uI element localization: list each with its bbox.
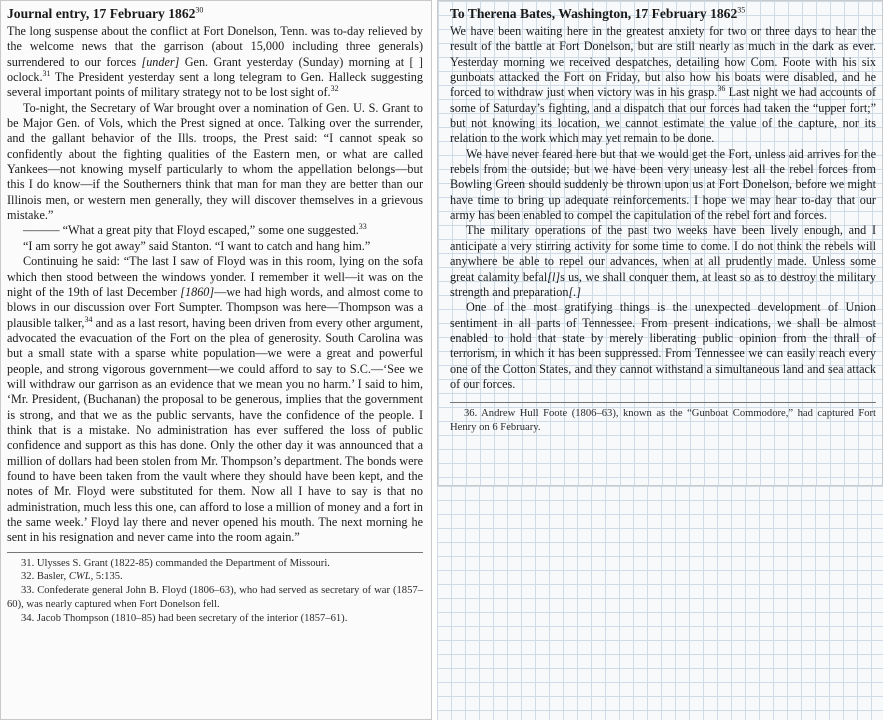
paragraph xyxy=(450,147,876,224)
paragraph xyxy=(7,24,423,101)
text-run: 36. Andrew Hull Foote (1806–63), known as the “Gunboat Commodore,” had captured Fort Henry on 6 February. xyxy=(450,408,876,434)
text-run: ——— “What a great pity that Floyd escaped,” some one suggested. xyxy=(23,223,359,238)
text-run: “I am sorry he got away” said Stanton. “I want to catch and hang him.” xyxy=(23,238,371,253)
italic-text: [l] xyxy=(547,269,561,284)
left-footnotes xyxy=(7,552,423,626)
footnote-ref: 32 xyxy=(330,84,339,94)
text-run: Last night we had accounts of some of Saturday’s fighting, and a dispatch that our forces had taken the “upper fort;” but not knowing its location, we cannot estimate the value of the capture, nor its relation to the work which may yet remain to be done. xyxy=(450,85,877,146)
text-run: Continuing he said: “The last I saw of Floyd was in this room, lying on the sofa which then stood between the windows yonder. I remember it well—it was on the night of the 19th of last December xyxy=(7,254,423,299)
left-page xyxy=(0,0,432,720)
text-run: 33. Confederate general John B. Floyd (1806–63), who had served as secretary of war (1857–60), was nearly captured when Fort Donelson fell. xyxy=(7,585,423,611)
right-page-title: To Therena Bates, Washington, 17 February 1862$^{35}$ xyxy=(450,5,746,21)
text-run: 32. Basler, xyxy=(21,571,69,583)
paragraph xyxy=(450,300,876,392)
paragraph xyxy=(7,101,423,224)
text-run: To-night, the Secretary of War brought over a nomination of Gen. U. S. Grant to be Major Gen. of Vols, which the Prest signed at once. Talking over the surrender, and the gallant behavior of the Ills. troops, the Prest said: “I cannot speak so confidently about the fighting qualities of the Eastern men, or what are called Yankees—not knowing myself particularly to whom the appellation belongs—but this I do know—if the Southerners think that man for man they are better than our Illinois men, or western men generally, they will discover themselves in a grievous mistake.” xyxy=(7,100,423,223)
paragraph xyxy=(450,223,876,300)
footnote xyxy=(7,584,423,612)
text-run: One of the most gratifying things is the unexpected development of Union sentiment in all parts of Tennessee. From present indications, we shall be almost enabled to hold that state by merely liberating public opinion from the thrall of terrorism, in which it has been suppressed. From Tennessee we can easily reach every one of the Cotton States, and they cannot withstand a simultaneous land and sea attack of our forces. xyxy=(450,300,876,391)
footnote-ref: 34 xyxy=(84,314,93,324)
footnote xyxy=(7,570,423,584)
right-footnotes xyxy=(450,402,876,435)
left-page-title: Journal entry, 17 February 1862$^{30}$ xyxy=(7,5,204,21)
text-run: Gen. Grant yesterday (Sunday) morning at [ ] oclock. xyxy=(7,54,423,85)
left-body-text xyxy=(7,24,423,546)
italic-text: [1860] xyxy=(180,284,215,299)
text-run: The President yesterday sent a long telegram to Gen. Halleck suggesting several important points of military strategy not to be lost sight of. xyxy=(7,70,423,100)
footnote-ref: 33 xyxy=(358,222,367,232)
text-run: and as a last resort, having been driven from every other argument, advocated the evacuation of the Fort on the plea of generosity. South Carolina was but a small state with a sparse white population—we were a great and powerful people, and strong vigorous government—we could afford to say to S.C.—‘See we will withdraw our garrison as an evidence that we mean you no harm.’ I said to him, ‘Mr. President, (Buchanan) the proposal to be generous, implies that the government is strong, and that we as the public servants, have the confidence of the people. I think that is a mistake. No administration has ever suffered the loss of public confidence and support as this has done. Only the other day it was announced that a million of dollars had been stolen from Mr. Thompson’s department. The bonds were found to have been taken from the vault where they should have been kept, and the notes of Mr. Floyd were substituted for them. Now all I have to say is that no administration, much less this one, can afford to lose a million of money and a fort in the same week.’ Floyd lay there and never opened his mouth. The next morning he sent in his resignation and never came into the room again.” xyxy=(7,315,423,545)
graph-paper-background xyxy=(437,486,883,720)
text-run: 34. Jacob Thompson (1810–85) had been secretary of the interior (1857–61). xyxy=(21,612,348,624)
text-run: The military operations of the past two weeks have been lively enough, and I anticipate a very stirring activity for some time to come. I do not think the rebels will anywhere be able to repel our advances, when at all prudently made. Unless some great calamity befal xyxy=(450,223,876,284)
footnote xyxy=(450,407,876,435)
text-run: The long suspense about the conflict at Fort Donelson, Tenn. was to-day relieved by the welcome news that the garrison (about 15,000 including three generals) surrendered to our forces xyxy=(7,24,423,69)
text-run: We have been waiting here in the greatest anxiety for two or three days to hear the result of the battle at Fort Donelson, but are still nearly as much in the dark as ever. Yesterday morning we received despatches, detailing how Com. Foote with his six gunboats attacked the Fort on Friday, but also how his boats were disabled, and he forced to withdraw just when victory was in his grasp. xyxy=(450,24,876,100)
footnote-ref: 31 xyxy=(42,68,51,78)
paragraph xyxy=(7,239,423,254)
italic-text: [under] xyxy=(141,54,180,69)
footnote-ref: 36 xyxy=(717,84,726,94)
paragraph xyxy=(7,254,423,546)
text-run: 31. Ulysses S. Grant (1822-85) commanded the Department of Missouri. xyxy=(21,557,330,569)
italic-text: [.] xyxy=(568,284,581,299)
footnote xyxy=(7,612,423,626)
right-page xyxy=(437,0,883,486)
text-run: s us, we shall conquer them, at least so as to destroy the military strength and preparation xyxy=(450,269,876,299)
text-run: 5:135. xyxy=(93,571,123,583)
italic-text: CWL, xyxy=(68,571,94,583)
paragraph xyxy=(450,24,876,147)
text-run: —we had high words, and almost come to blows in our discussion over Fort Sumpter. Thompson was here—Thompson was a plausible talker, xyxy=(7,284,423,330)
footnote xyxy=(7,557,423,571)
paragraph xyxy=(7,223,423,238)
right-body-text xyxy=(450,24,876,392)
text-run: We have never feared here but that we would get the Fort, unless aid arrives for the rebels from the outside; but we have been very uneasy lest all the rebel forces from Bowling Green should suddenly be thrown upon us at Fort Donelson, before we might have time to bring up adequate reinforcements. I hope we may hear to-day that our army has been enabled to compel the capitulation of the rebel fort and forces. xyxy=(450,146,876,223)
